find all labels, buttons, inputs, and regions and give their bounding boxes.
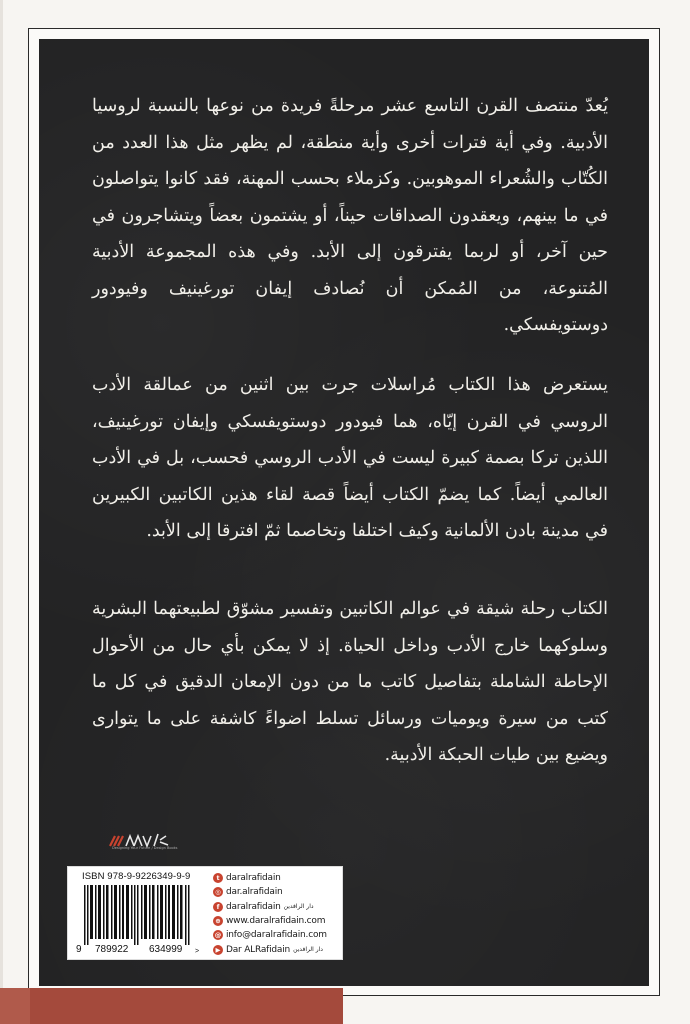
contact-text: dar.alrafidain (226, 887, 283, 898)
twitter-icon: t (213, 873, 223, 883)
contact-youtube[interactable] (213, 942, 341, 956)
blurb-paragraph-1: يُعدّ منتصف القرن التاسع عشر مرحلةً فريدة من نوعها بالنسبة لروسيا الأدبية. وفي أية فترات أخرى وأية منطقة، لم يظهر مثل هذا العدد من الكُتّاب والشُعراء الموهوبين. وكزملاء بحسب المهنة، فقد كانوا يتواصلون في ما بينهم، ويعقدون الصداقات حيناً، أو يشتمون بعضاً ويتشاجرون في حين آخر، أو لربما يفترقون إلى الأبد. وفي هذه المجموعة الأدبية المُتنوعة، من المُمكن أن نُصادف إيفان تورغينيف وفيودور دوستويفسكي. (92, 96, 608, 335)
facebook-icon: f (213, 902, 223, 912)
contact-email[interactable] (213, 928, 341, 942)
isbn-label: ISBN 978-9-9226349-9-9 (82, 871, 191, 882)
email-icon: @ (214, 931, 222, 940)
globe-icon: ⊕ (213, 916, 223, 926)
contact-text: info@daralrafidain.com (226, 930, 327, 941)
blurb-paragraph-3: الكتاب رحلة شيقة في عوالم الكاتبين وتفسير مشوّق لطبيعتهما البشرية وسلوكهما خارج الأدب وداخل الحياة. إذ لا يمكن بأي حال من الأحوال الإحاطة الشاملة بتفاصيل كاتب ما من دون الإمعان الدقيق في كل ما كتب من سيرة ويوميات ورسائل تسلط اضواءً كاشفة على ما يتوارى ويضيع بين طيات الحبكة الأدبية. (92, 599, 608, 765)
contact-arabic-name: دار الرافدين (293, 946, 323, 954)
blurb-paragraph-2: يستعرض هذا الكتاب مُراسلات جرت بين اثنين من عمالقة الأدب الروسي في القرن إيّاه، هما فيودور دوستويفسكي وإيفان تورغينيف، اللذين تركا بصمة كبيرة ليست في الأدب الروسي فحسب، بل في الأدب العالمي أيضاً. كما يضمّ الكتاب أيضاً قصة لقاء هذين الكاتبين الكبيرين في مدينة بادن الألمانية وكيف اختلفا وتخاصما ثمّ افترقا إلى الأبد. (92, 375, 608, 541)
barcode-digits-left: 789922 (95, 944, 129, 955)
youtube-icon: ▶ (213, 945, 223, 955)
publisher-logo (108, 832, 188, 854)
contact-text: daralrafidain (226, 901, 281, 912)
contact-list (213, 871, 341, 957)
barcode-digits-right: 634999 (149, 944, 183, 955)
contact-arabic-name: دار الرافدين (283, 903, 314, 911)
cover-red-strip (0, 988, 343, 1024)
contact-facebook[interactable] (213, 900, 341, 914)
barcode-icon (76, 885, 200, 945)
barcode (76, 871, 200, 957)
page-edge (0, 0, 3, 1024)
contact-text: www.daralrafidain.com (226, 916, 326, 927)
publisher-tagline: Designing Your Future / Design Books (112, 846, 178, 850)
contact-text: Dar ALRafidain (226, 944, 291, 955)
isbn-contact-box (67, 866, 343, 960)
contact-twitter[interactable] (213, 871, 341, 885)
contact-instagram[interactable] (213, 885, 341, 899)
contact-text: daralrafidain (226, 873, 281, 884)
barcode-quiet-zone-marker: > (195, 948, 200, 955)
barcode-digit-first: 9 (76, 944, 82, 955)
contact-website[interactable] (213, 914, 341, 928)
cover-red-strip-edge (0, 988, 30, 1024)
instagram-icon: ◎ (213, 887, 223, 897)
